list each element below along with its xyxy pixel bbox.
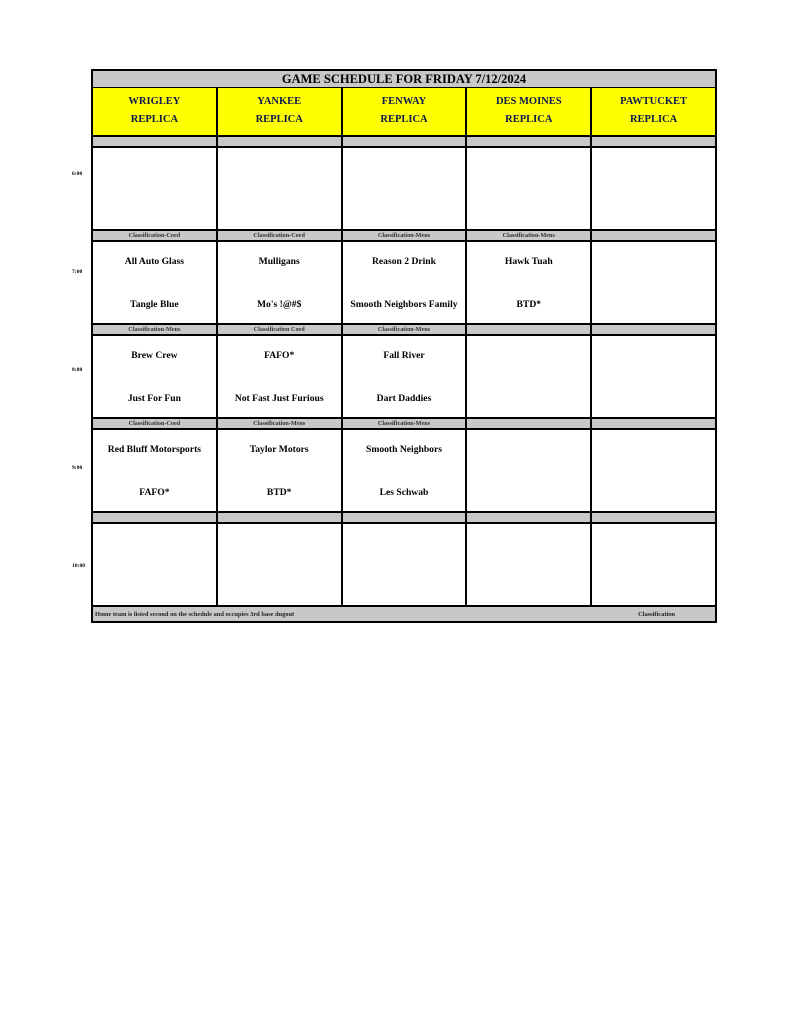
game-cell — [467, 242, 592, 323]
field-name: DES MOINES — [495, 95, 562, 107]
field-header-row — [91, 88, 717, 137]
game-cell — [218, 430, 343, 511]
game-cell — [343, 430, 468, 511]
game-cell — [343, 242, 468, 323]
home-team: Just For Fun — [127, 393, 181, 404]
home-team: Dart Daddies — [376, 393, 432, 404]
classification-cell — [467, 137, 592, 146]
game-cell — [218, 524, 343, 605]
game-cell — [592, 148, 715, 229]
away-team: Fall River — [383, 350, 425, 361]
game-row — [91, 336, 717, 419]
classification-row — [91, 419, 717, 430]
field-name: WRIGLEY — [128, 95, 181, 107]
away-team: All Auto Glass — [124, 256, 184, 267]
time-label: 7:00 — [72, 269, 83, 275]
game-cell — [93, 242, 218, 323]
classification-cell: Classification-Mens — [93, 325, 218, 334]
schedule-table — [91, 69, 717, 623]
field-subtitle: REPLICA — [629, 114, 678, 126]
field-name: FENWAY — [381, 95, 427, 107]
time-label: 6:00 — [72, 171, 83, 177]
schedule-title: GAME SCHEDULE FOR FRIDAY 7/12/2024 — [91, 69, 717, 88]
game-cell — [592, 430, 715, 511]
footer-note: Home team is listed second on the schedule and occupies 3rd base dugout — [95, 610, 295, 618]
home-team: Smooth Neighbors Family — [350, 299, 458, 310]
field-subtitle: REPLICA — [505, 114, 553, 126]
classification-cell — [93, 513, 218, 522]
field-header-pawtucket — [592, 88, 715, 135]
classification-cell: Classification-Coed — [218, 231, 343, 240]
classification-cell — [467, 325, 592, 334]
home-team: FAFO* — [139, 487, 170, 498]
classification-cell: Classification-Coed — [93, 419, 218, 428]
classification-cell: Classification-Mens — [467, 231, 592, 240]
game-cell — [467, 524, 592, 605]
classification-row — [91, 513, 717, 524]
home-team: Not Fast Just Furious — [234, 393, 324, 404]
classification-cell — [592, 513, 715, 522]
game-cell — [218, 148, 343, 229]
game-cell — [93, 148, 218, 229]
game-cell — [467, 430, 592, 511]
field-header-wrigley — [93, 88, 218, 135]
time-label: 9:00 — [72, 465, 83, 471]
field-name: YANKEE — [257, 95, 302, 107]
field-subtitle: REPLICA — [380, 114, 428, 126]
game-cell — [93, 336, 218, 417]
away-team: Taylor Motors — [249, 444, 309, 455]
game-cell — [218, 242, 343, 323]
home-team: Les Schwab — [379, 487, 429, 498]
classification-cell: Classification-Mens — [343, 419, 468, 428]
footer-legend: Classification — [638, 610, 675, 618]
classification-cell — [218, 513, 343, 522]
away-team: Red Bluff Motorsports — [107, 444, 202, 455]
game-cell — [592, 524, 715, 605]
game-row — [91, 242, 717, 325]
home-team: Tangle Blue — [130, 299, 179, 310]
game-cell — [343, 524, 468, 605]
footer-row — [91, 607, 717, 623]
classification-cell — [592, 137, 715, 146]
game-cell — [467, 336, 592, 417]
time-slots — [91, 137, 717, 607]
game-cell — [343, 336, 468, 417]
classification-cell — [592, 419, 715, 428]
game-cell — [592, 336, 715, 417]
classification-cell — [592, 231, 715, 240]
time-label: 8:00 — [72, 367, 83, 373]
field-header-des-moines — [467, 88, 592, 135]
game-cell — [93, 524, 218, 605]
classification-row — [91, 137, 717, 148]
game-cell — [93, 430, 218, 511]
away-team: Hawk Tuah — [504, 256, 553, 267]
field-name: PAWTUCKET — [620, 95, 688, 107]
classification-cell: Classification-Coed — [93, 231, 218, 240]
field-header-yankee — [218, 88, 343, 135]
game-cell — [218, 336, 343, 417]
classification-cell: Classification-Mens — [218, 419, 343, 428]
game-cell — [343, 148, 468, 229]
classification-cell — [467, 419, 592, 428]
field-subtitle: REPLICA — [130, 114, 179, 126]
away-team: Smooth Neighbors — [366, 444, 442, 455]
field-header-fenway — [343, 88, 468, 135]
field-subtitle: REPLICA — [255, 114, 303, 126]
classification-cell — [343, 137, 468, 146]
classification-cell — [93, 137, 218, 146]
classification-cell — [218, 137, 343, 146]
classification-cell: Classification-Mens — [343, 231, 468, 240]
away-team: Brew Crew — [131, 350, 178, 361]
classification-cell: Classification-Mens — [343, 325, 468, 334]
classification-cell — [467, 513, 592, 522]
away-team: FAFO* — [264, 350, 295, 361]
away-team: Mulligans — [258, 256, 300, 267]
classification-row — [91, 231, 717, 242]
away-team: Reason 2 Drink — [372, 256, 436, 267]
game-cell — [467, 148, 592, 229]
game-row — [91, 148, 717, 231]
classification-row — [91, 325, 717, 336]
time-label: 10:00 — [72, 563, 86, 569]
home-team: BTD* — [516, 299, 542, 310]
game-row — [91, 524, 717, 607]
classification-cell: Classification Coed — [218, 325, 343, 334]
game-cell — [592, 242, 715, 323]
home-team: BTD* — [266, 487, 292, 498]
classification-cell — [592, 325, 715, 334]
classification-cell — [343, 513, 468, 522]
home-team: Mo's !@#$ — [257, 299, 302, 310]
game-row — [91, 430, 717, 513]
